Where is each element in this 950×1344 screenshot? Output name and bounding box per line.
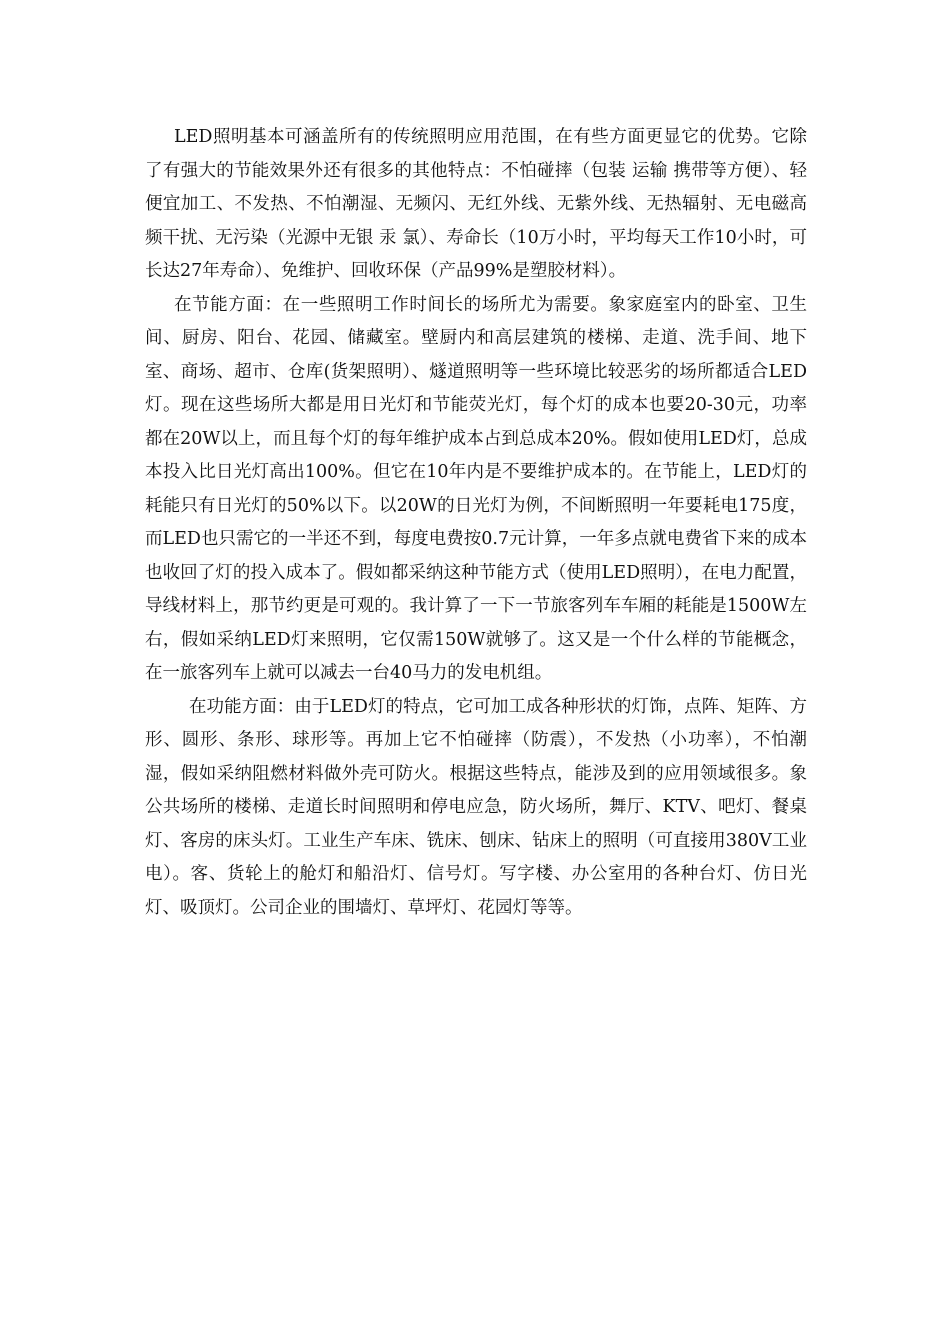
document-body <box>145 121 807 925</box>
paragraph-energy-saving: 在节能方面：在一些照明工作时间长的场所尤为需要。象家庭室内的卧室、卫生间、厨房、阳台、花园、储藏室。壁厨内和高层建筑的楼梯、走道、洗手间、地下室、商场、超市、仓库(货架照明）、燧道照明等一些环境比较恶劣的场所都适合LED灯。现在这些场所大都是用日光灯和节能荧光灯，每个灯的成本也要20-30元，功率都在20W以上，而且每个灯的每年维护成本占到总成本20%。假如使用LED灯，总成本投入比日光灯高出100%。但它在10年内是不要维护成本的。在节能上，LED灯的耗能只有日光灯的50%以下。以20W的日光灯为例，不间断照明一年要耗电175度，而LED也只需它的一半还不到，每度电费按0.7元计算，一年多点就电费省下来的成本也收回了灯的投入成本了。假如都采纳这种节能方式（使用LED照明），在电力配置，导线材料上，那节约更是可观的。我计算了一下一节旅客列车车厢的耗能是1500W左右，假如采纳LED灯来照明，它仅需150W就够了。这又是一个什么样的节能概念，在一旅客列车上就可以减去一台40马力的发电机组。 <box>145 294 807 683</box>
paragraph-led-overview: LED照明基本可涵盖所有的传统照明应用范围，在有些方面更显它的优势。它除了有强大的节能效果外还有很多的其他特点：不怕碰摔（包装 运输 携带等方便）、轻便宜加工、不发热、不怕潮湿、无频闪、无红外线、无紫外线、无热辐射、无电磁高频干扰、无污染（光源中无银 汞 氯）、寿命长（10万小时，平均每天工作10小时，可长达27年寿命）、免维护、回收环保（产品99%是塑胶材料）。 <box>145 127 807 281</box>
paragraph-functionality: 在功能方面：由于LED灯的特点，它可加工成各种形状的灯饰，点阵、矩阵、方形、圆形、条形、球形等。再加上它不怕碰摔（防震），不发热（小功率），不怕潮湿，假如采纳阻燃材料做外壳可防火。根据这些特点，能涉及到的应用领域很多。象公共场所的楼梯、走道长时间照明和停电应急，防火场所，舞厅、KTV、吧灯、餐桌灯、客房的床头灯。工业生产车床、铣床、刨床、钻床上的照明（可直接用380V工业电）。客、货轮上的舱灯和船沿灯、信号灯。写字楼、办公室用的各种台灯、仿日光灯、吸顶灯。公司企业的围墙灯、草坪灯、花园灯等等。 <box>145 696 807 918</box>
